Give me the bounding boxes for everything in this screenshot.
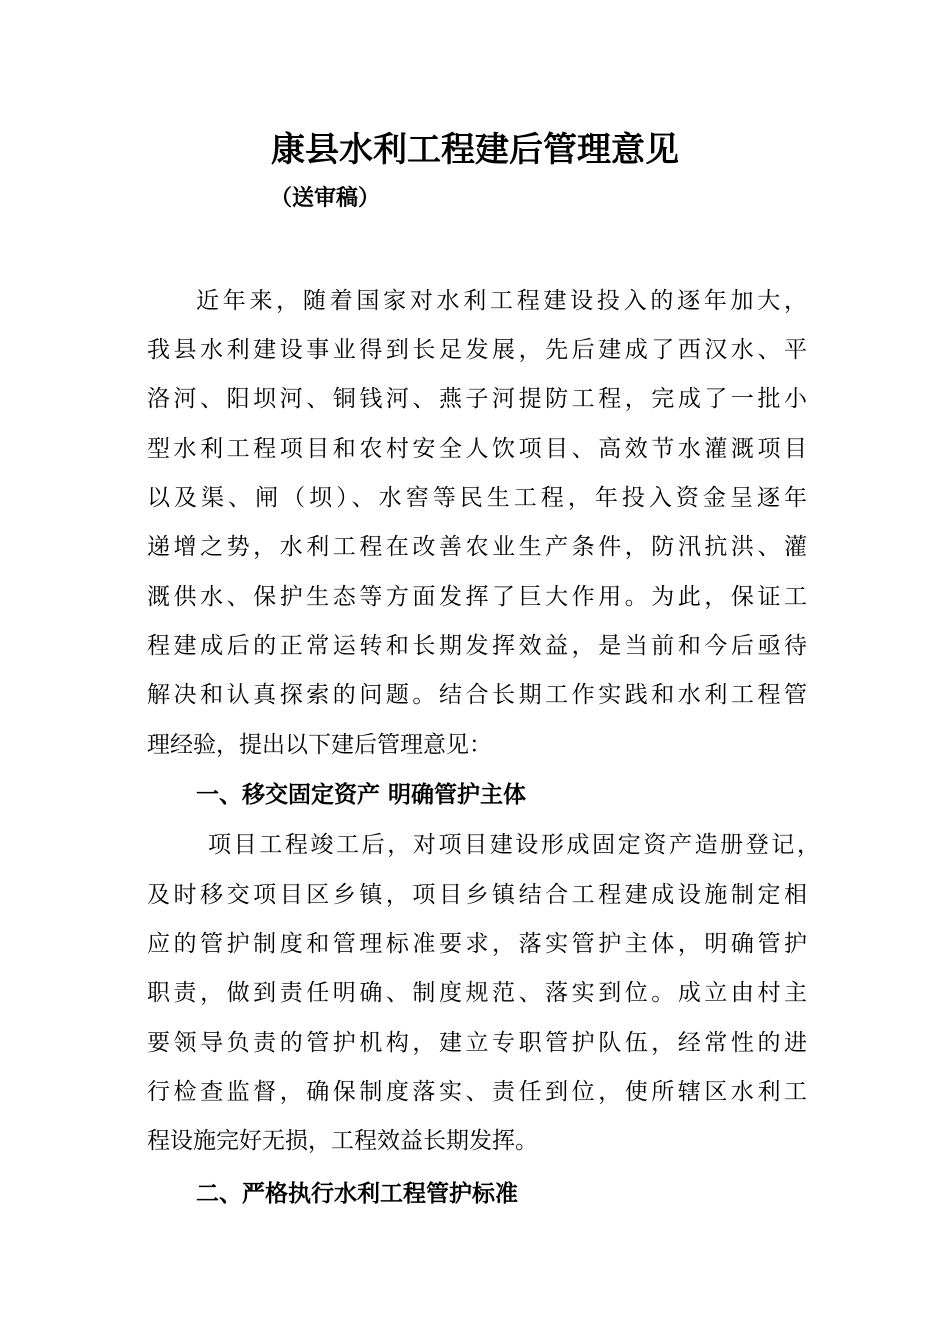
section-heading-1: 一、移交固定资产 明确管护主体	[196, 781, 527, 808]
document-subtitle: （送审稿）	[270, 185, 381, 211]
paragraph-line: 解决和认真探索的问题。结合长期工作实践和水利工程管	[147, 682, 807, 708]
section-heading-2: 二、严格执行水利工程管护标准	[196, 1180, 518, 1207]
paragraph-line: 型水利工程项目和农村安全人饮项目、高效节水灌溉项目	[147, 436, 807, 462]
paragraph-line: 递增之势，水利工程在改善农业生产条件，防汛抗洪、灌	[147, 534, 807, 560]
paragraph-line: 洛河、阳坝河、铜钱河、燕子河提防工程，完成了一批小	[147, 386, 807, 412]
paragraph-line: 我县水利建设事业得到长足发展，先后建成了西汉水、平	[147, 337, 807, 363]
paragraph-line: 程设施完好无损，工程效益长期发挥。	[147, 1128, 538, 1154]
paragraph-line: 以及渠、闸（坝）、水窖等民生工程，年投入资金呈逐年	[147, 485, 807, 511]
paragraph-line: 溉供水、保护生态等方面发挥了巨大作用。为此，保证工	[147, 584, 807, 610]
paragraph-line: 应的管护制度和管理标准要求，落实管护主体，明确管护	[147, 931, 807, 957]
paragraph-line: 理经验，提出以下建后管理意见：	[147, 732, 492, 758]
paragraph-line: 项目工程竣工后，对项目建设形成固定资产造册登记，	[208, 832, 820, 858]
paragraph-line: 行检查监督，确保制度落实、责任到位，使所辖区水利工	[147, 1079, 807, 1105]
paragraph-line: 职责，做到责任明确、制度规范、落实到位。成立由村主	[147, 980, 807, 1006]
paragraph-line: 程建成后的正常运转和长期发挥效益，是当前和今后亟待	[147, 633, 807, 659]
paragraph-line: 要领导负责的管护机构，建立专职管护队伍，经常性的进	[147, 1030, 807, 1056]
paragraph-line: 近年来，随着国家对水利工程建设投入的逐年加大，	[196, 288, 807, 314]
document-title: 康县水利工程建后管理意见	[271, 130, 679, 170]
paragraph-line: 及时移交项目区乡镇，项目乡镇结合工程建成设施制定相	[147, 882, 807, 908]
